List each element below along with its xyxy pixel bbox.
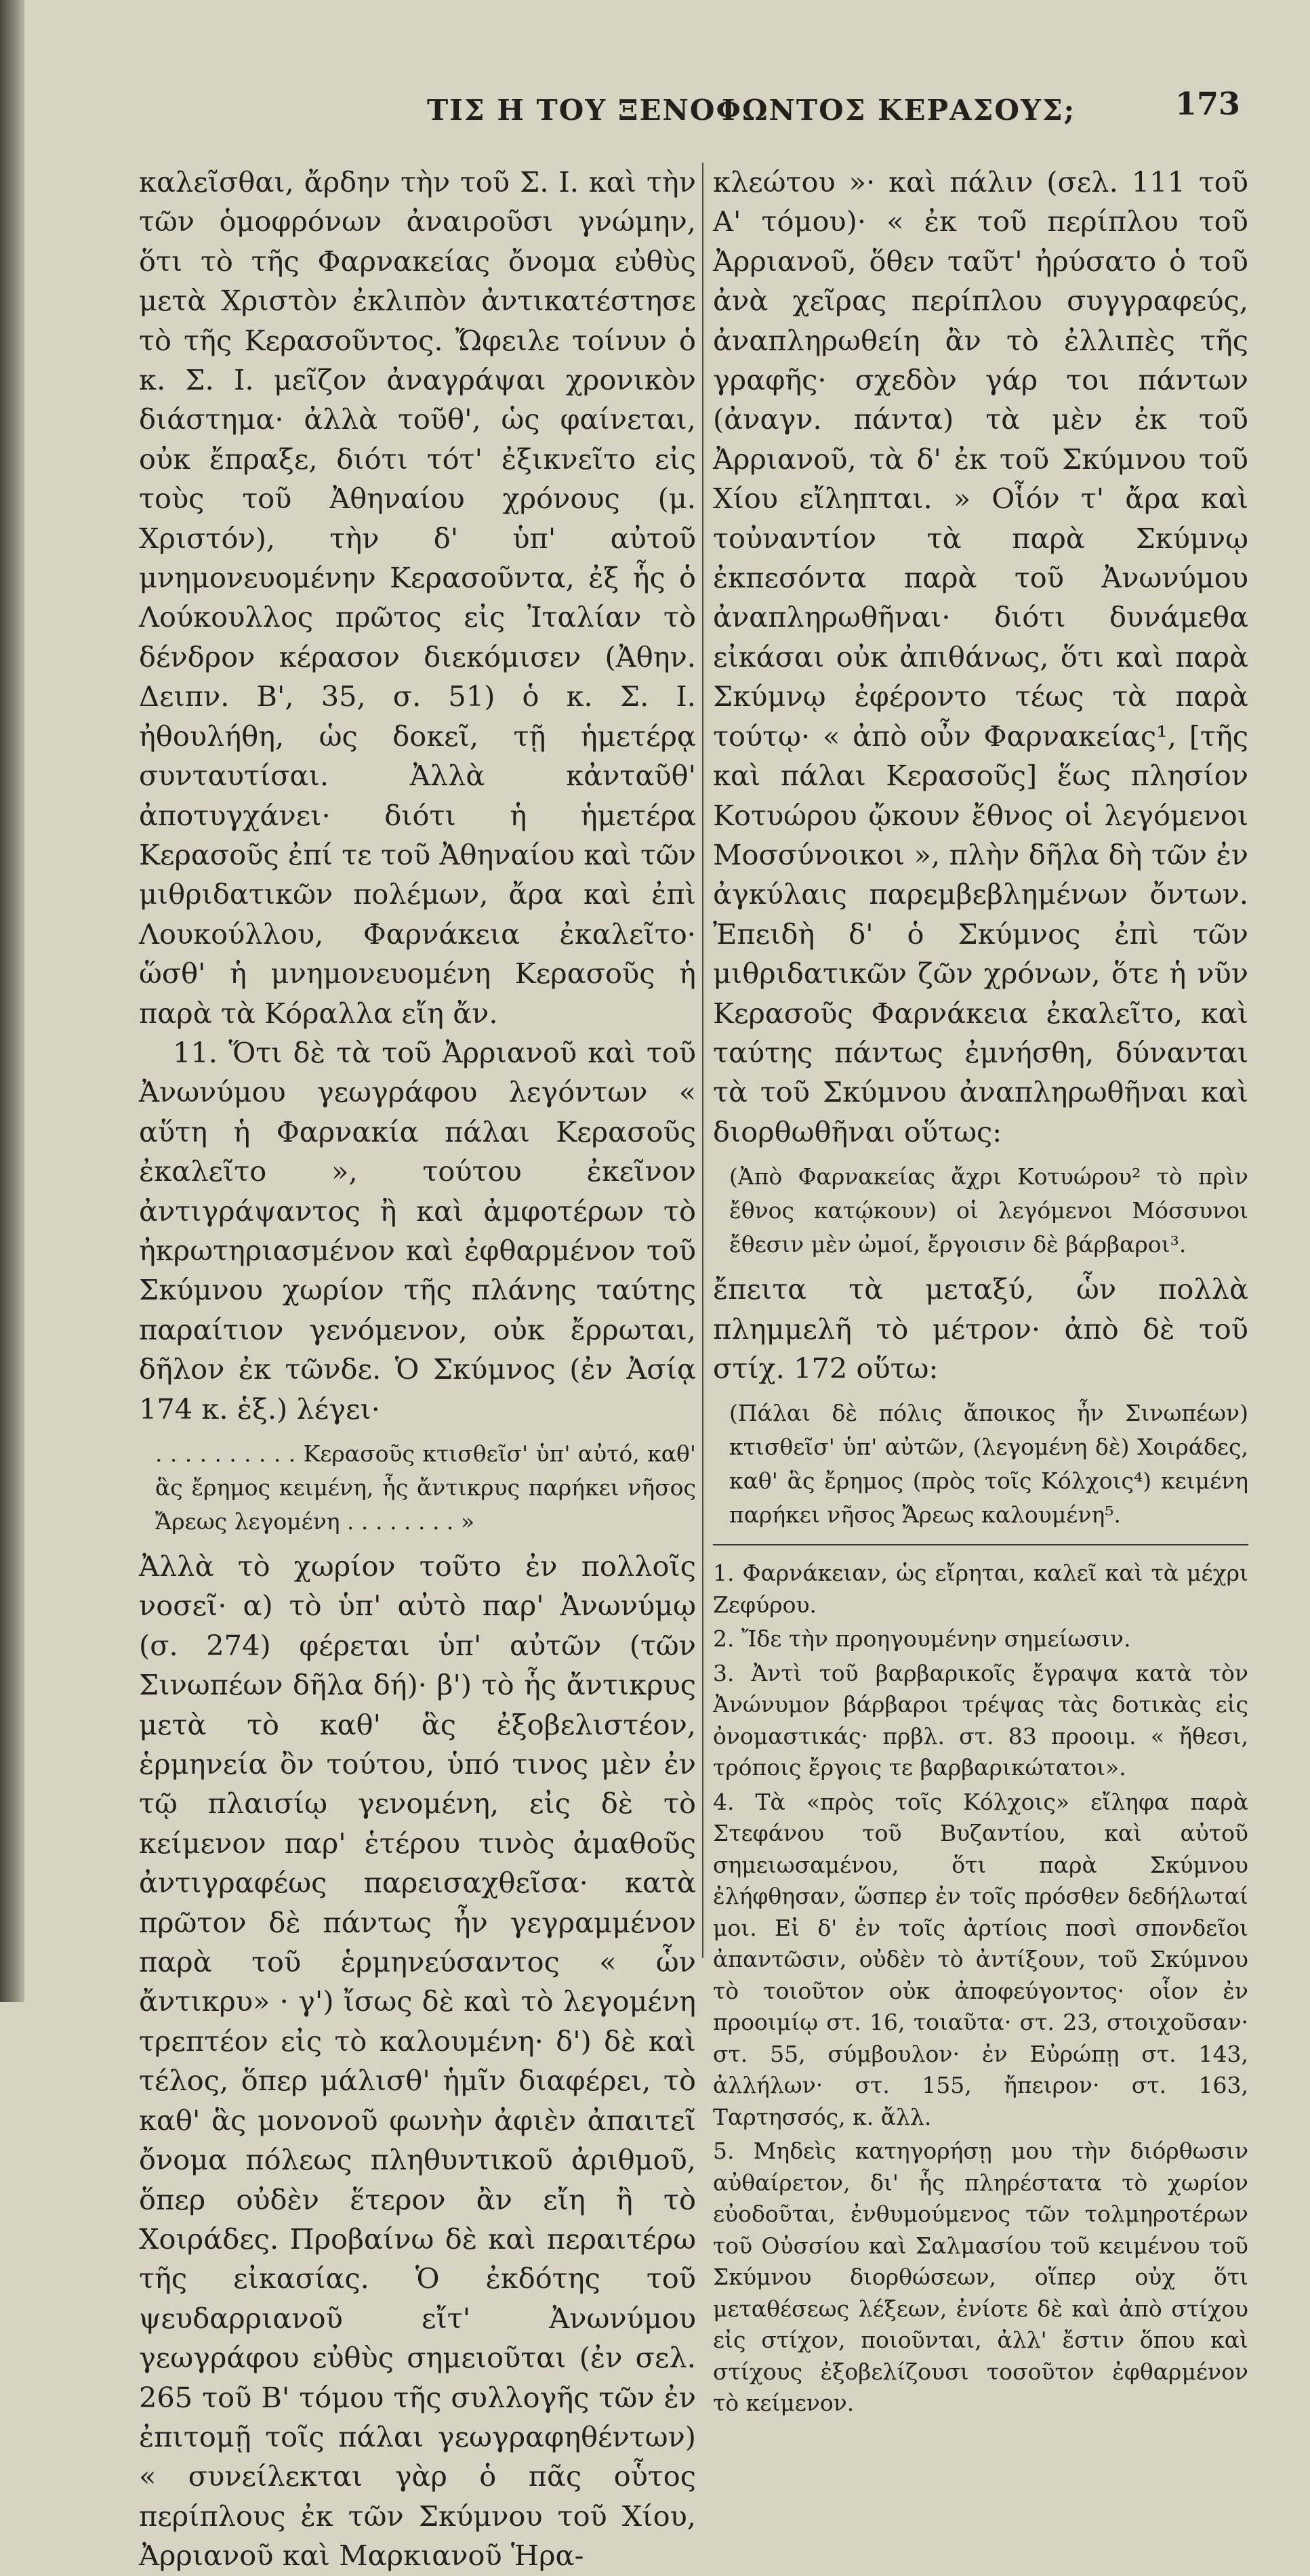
verse-quote: (Ἀπὸ Φαρνακείας ἄχρι Κοτυώρου² τὸ πρὶν ἔθνος κατῴκουν) οἱ λεγόμενοι Μόσσυνοι ἔθεσιν μὲν ὠμοί, ἔργοισιν δὲ βάρβαροι³. — [729, 1163, 1248, 1258]
page-title: ΤΙΣ Η ΤΟΥ ΞΕΝΟΦΩΝΤΟΣ ΚΕΡΑΣΟΥΣ; — [427, 94, 1076, 127]
right-column — [713, 163, 1248, 2422]
footnote: 4. Τὰ «πρὸς τοῖς Κόλχοις» εἴληφα παρὰ Στεφάνου τοῦ Βυζαντίου, καὶ αὐτοῦ σημειωσαμένου, ὅτι παρὰ Σκύμνου ἐλήφθησαν, ὥσπερ ἐν τοῖς πρόσθεν δεδήλωταί μοι. Εἰ δ' ἐν τοῖς ἀρτίοις ποσὶ σπονδεῖοι ἀπαντῶσιν, οὐδὲν τὸ ἀντίξουν, τοῦ Σκύμνου τὸ τοιοῦτον οὐκ ἀποφεύγοντος· οἷον ἐν προοιμίῳ στ. 16, τοιαῦτα· στ. 23, στοιχοῦσαν· στ. 55, σύμβουλον· ἐν Εὐρώπῃ στ. 143, ἀλλήλων· στ. 155, ἤπειρον· στ. 163, Ταρτησσός, κ. ἄλλ. — [713, 1788, 1248, 2130]
footnotes — [713, 1558, 1248, 2419]
paragraph: Ἀλλὰ τὸ χωρίον τοῦτο ἐν πολλοῖς νοσεῖ· α) τὸ ὑπ' αὐτὸ παρ' Ἀνωνύμῳ (σ. 274) φέρεται ὑπ' αὐτῶν (τῶν Σινωπέων δῆλα δή)· β') τὸ ἧς ἄντικρυς μετὰ τὸ καθ' ἃς ἐξοβελιστέον, ἑρμηνεία ὂν τούτου, ὑπό τινος μὲν ἐν τῷ πλαισίῳ γενομένη, εἰς δὲ τὸ κείμενον παρ' ἑτέρου τινὸς ἀμαθοῦς ἀντιγραφέως παρεισαχθεῖσα· κατὰ πρῶτον δὲ πάντως ἦν γεγραμμένον παρὰ τοῦ ἑρμηνεύσαντος « ὧν ἄντικρυ» · γ') ἴσως δὲ καὶ τὸ λεγομένη τρεπτέον εἰς τὸ καλουμένη· δ') δὲ καὶ τέλος, ὅπερ μάλισθ' ἡμῖν διαφέρει, τὸ καθ' ἃς μονονοῦ φωνὴν ἀφιὲν ἀπαιτεῖ ὄνομα πόλεως πληθυντικοῦ ἀριθμοῦ, ὅπερ οὐδὲν ἕτερον ἂν εἴη ἢ τὸ Χοιράδες. Προβαίνω δὲ καὶ περαιτέρω τῆς εἰκασίας. Ὁ ἐκδότης τοῦ ψευδαρριανοῦ εἴτ' Ἀνωνύμου γεωγράφου εὐθὺς σημειοῦται (ἐν σελ. 265 τοῦ Β' τόμου τῆς συλλογῆς τῶν ἐν ἐπιτομῇ τοῖς πάλαι γεωγραφηθέντων) « συνείλεκται γὰρ ὁ πᾶς οὗτος περίπλους ἐκ τῶν Σκύμνου τοῦ Χίου, Ἀρριανοῦ καὶ Μαρκιανοῦ Ἡρα- — [139, 1550, 696, 2573]
footnote: 5. Μηδεὶς κατηγορήσῃ μου τὴν διόρθωσιν αὐθαίρετον, δι' ἧς πληρέστατα τὸ χωρίον εὐοδοῦται, ἐνθυμούμενος τῶν τολμηροτέρων τοῦ Οὐσσίου καὶ Σαλμασίου τοῦ κειμένου τοῦ Σκύμνου διορθώσεων, οἵπερ οὐχ ὅτι μεταθέσεως λέξεων, ἐνίοτε δὲ καὶ ἀπὸ στίχου εἰς στίχον, ποιοῦνται, ἀλλ' ἔστιν ὅπου καὶ στίχους ἐξοβελίζουσι τοσοῦτον ἐφθαρμένον τὸ κείμενον. — [713, 2138, 1248, 2417]
footnote: 3. Ἀντὶ τοῦ βαρβαρικοῖς ἔγραψα κατὰ τὸν Ἀνώνυμον βάρβαροι τρέψας τὰς δοτικὰς εἰς ὀνομαστικάς· πρβλ. στ. 83 προοιμ. « ἤθεσι, τρόποις ἔργοις τε βαρβαρικώτατοι». — [713, 1659, 1248, 1781]
left-column — [139, 163, 696, 2576]
footnote: 2. Ἴδε τὴν προηγουμένην σημείωσιν. — [713, 1625, 1131, 1653]
verse-quote: (Πάλαι δὲ πόλις ἄποικος ἦν Σινωπέων) κτισθεῖσ' ὑπ' αὐτῶν, (λεγομένη δὲ) Χοιράδες, καθ' ἃς ἔρημος (πρὸς τοῖς Κόλχοις⁴) κειμένη παρήκει νῆσος Ἄρεως καλουμένη⁵. — [729, 1400, 1248, 1529]
paragraph: 11. Ὅτι δὲ τὰ τοῦ Ἀρριανοῦ καὶ τοῦ Ἀνωνύμου γεωγράφου λεγόντων « αὕτη ἡ Φαρνακία πάλαι Κερασοῦς ἐκαλεῖτο », τούτου ἐκεῖνον ἀντιγράψαντος ἢ καὶ ἀμφοτέρων τὸ ἠκρωτηριασμένον καὶ ἐφθαρμένον τοῦ Σκύμνου χωρίον τῆς πλάνης ταύτης παραίτιον γενόμενον, οὐκ ἔρρωται, δῆλον ἐκ τῶνδε. Ὁ Σκύμνος (ἐν Ἀσίᾳ 174 κ. ἑξ.) λέγει· — [139, 1035, 696, 1426]
footnote: 1. Φαρνάκειαν, ὡς εἴρηται, καλεῖ καὶ τὰ μέχρι Ζεφύρου. — [713, 1560, 1248, 1618]
running-header — [380, 81, 1261, 136]
book-gutter — [0, 0, 24, 2002]
column-divider — [702, 163, 703, 1958]
page-number: 173 — [1174, 85, 1240, 122]
paragraph: κλεώτου »· καὶ πάλιν (σελ. 111 τοῦ Α' τόμου)· « ἐκ τοῦ περίπλου τοῦ Ἀρριανοῦ, ὅθεν ταῦτ' ἠρύσατο ὁ τοῦ ἀνὰ χεῖρας περίπλου συγγραφεύς, ἀναπληρωθείη ἂν τὸ ἐλλιπὲς τῆς γραφῆς· σχεδὸν γάρ τοι πάντων (ἀναγν. πάντα) τὰ μὲν ἐκ τοῦ Ἀρριανοῦ, τὰ δ' ἐκ τοῦ Σκύμνου τοῦ Χίου εἴληπται. » Οἷόν τ' ἄρα καὶ τοὐναντίον τὰ παρὰ Σκύμνῳ ἐκπεσόντα παρὰ τοῦ Ἀνωνύμου ἀναπληρωθῆναι· διότι δυνάμεθα εἰκάσαι οὐκ ἀπιθάνως, ὅτι καὶ παρὰ Σκύμνῳ ἐφέροντο τέως τὰ παρὰ τούτῳ· « ἀπὸ οὖν Φαρνακείας¹, [τῆς καὶ πάλαι Κερασοῦς] ἕως πλησίον Κοτυώρου ᾤκουν ἔθνος οἱ λεγόμενοι Μοσσύνοικοι », πλὴν δῆλα δὴ τῶν ἐν ἀγκύλαις παρεμβεβλημένων ὄντων. Ἐπειδὴ δ' ὁ Σκύμνος ἐπὶ τῶν μιθριδατικῶν ζῶν χρόνων, ὅτε ἡ νῦν Κερασοῦς Φαρνάκεια ἐκαλεῖτο, καὶ ταύτης πάντως ἐμνήσθη, δύνανται τὰ τοῦ Σκύμνου ἀναπληρωθῆναι καὶ διορθωθῆναι οὕτως: — [713, 165, 1248, 1148]
paragraph: καλεῖσθαι, ἄρδην τὴν τοῦ Σ. Ι. καὶ τὴν τῶν ὁμοφρόνων ἀναιροῦσι γνώμην, ὅτι τὸ τῆς Φαρνακείας ὄνομα εὐθὺς μετὰ Χριστὸν ἐκλιπὸν ἀντικατέστησε τὸ τῆς Κερασοῦντος. Ὤφειλε τοίνυν ὁ κ. Σ. Ι. μεῖζον ἀναγράψαι χρονικὸν διάστημα· ἀλλὰ τοῦθ', ὡς φαίνεται, οὐκ ἔπραξε, διότι τότ' ἐξικνεῖτο εἰς τοὺς τοῦ Ἀθηναίου χρόνους (μ. Χριστόν), τὴν δ' ὑπ' αὐτοῦ μνημονευομένην Κερασοῦντα, ἐξ ἧς ὁ Λούκουλλος πρῶτος εἰς Ἰταλίαν τὸ δένδρον κέρασον διεκόμισεν (Ἀθην. Δειπν. Β', 35, σ. 51) ὁ κ. Σ. Ι. ἠθουλήθη, ὡς δοκεῖ, τῇ ἡμετέρᾳ συνταυτίσαι. Ἀλλὰ κἀνταῦθ' ἀποτυγχάνει· διότι ἡ ἡμετέρα Κερασοῦς ἐπί τε τοῦ Ἀθηναίου καὶ τῶν μιθριδατικῶν πολέμων, ἄρα καὶ ἐπὶ Λουκούλλου, Φαρνάκεια ἐκαλεῖτο· ὥσθ' ἡ μνημονευομένη Κερασοῦς ἡ παρὰ τὰ Κόραλλα εἴη ἄν. — [139, 165, 696, 1030]
footnote-rule — [713, 1544, 1248, 1545]
paragraph: ἔπειτα τὰ μεταξύ, ὧν πολλὰ πλημμελῆ τὸ μέτρον· ἀπὸ δὲ τοῦ στίχ. 172 οὕτω: — [713, 1272, 1248, 1385]
verse-quote: . . . . . . . . . . Κερασοῦς κτισθεῖσ' ὑπ' αὐτό, καθ' ἃς ἔρημος κειμένη, ἧς ἄντικρυς παρήκει νῆσος Ἄρεως λεγομένη . . . . . . . . » — [155, 1440, 696, 1535]
